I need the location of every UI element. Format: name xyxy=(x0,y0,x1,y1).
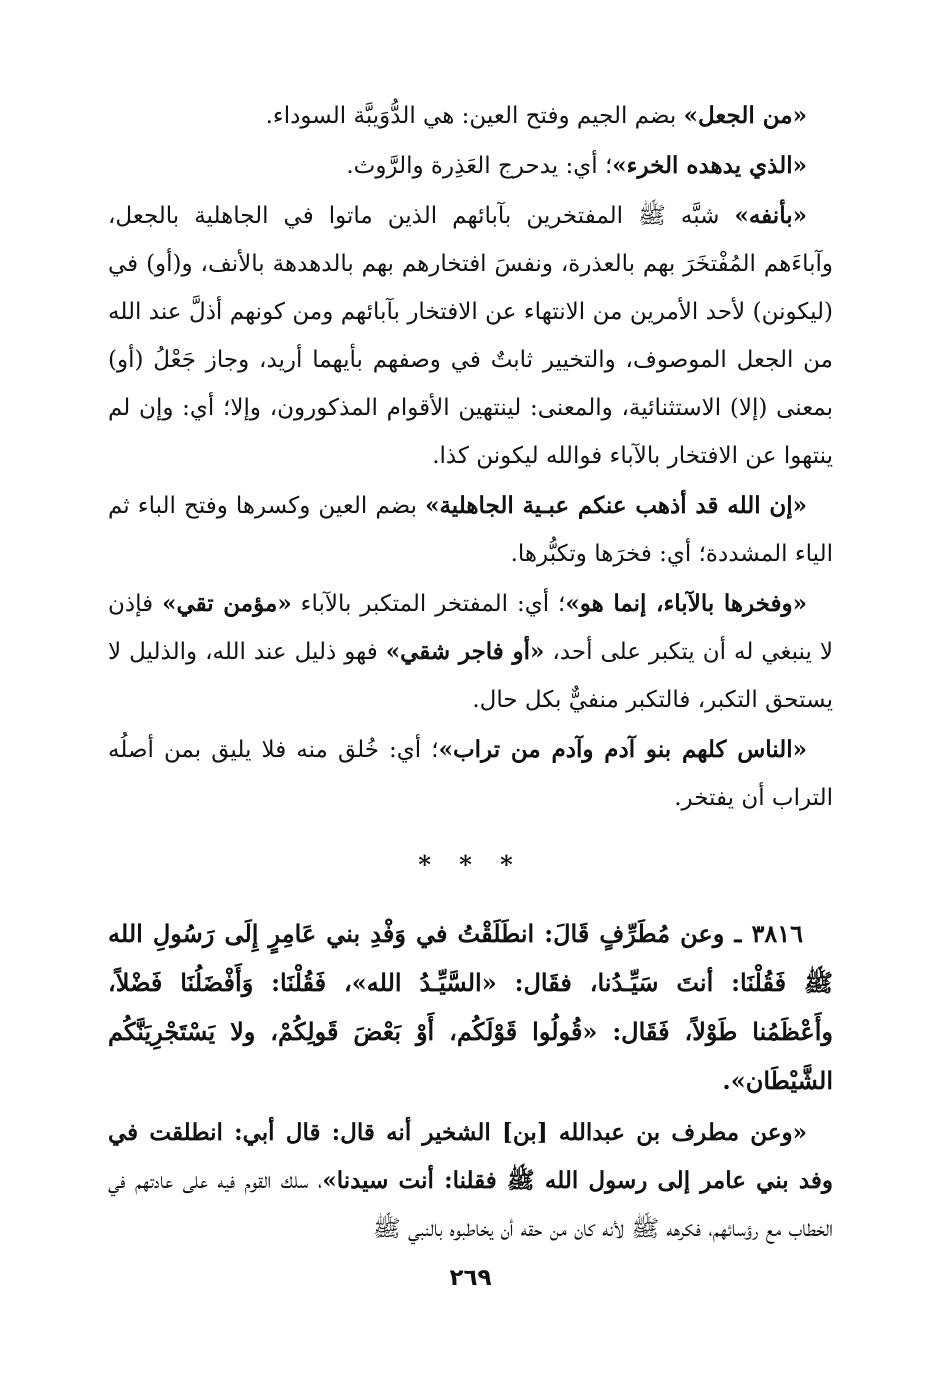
commentary-text: بضم العين وكسرها وفتح الباء ثم الياء المشددة؛ أي: فخرَها وتكبُّرها. xyxy=(108,493,833,567)
commentary-text: ؛ أي: خُلق منه فلا يليق بمن أصلُه التراب أن يفتخر. xyxy=(108,737,833,811)
page-number: ٢٦٩ xyxy=(449,1265,492,1291)
quoted-term: «الذي يدهده الخرء» xyxy=(612,152,807,179)
page-body xyxy=(108,92,833,1316)
section-divider: * * * xyxy=(418,850,523,879)
commentary-text: ، سلك القوم فيه على عادتهم في الخطاب مع رؤسائهم، فكرهه ﷺ لأنه كان من حقه أن يخاطبوه بالنبي ﷺ xyxy=(108,1168,833,1242)
quoted-term: «مؤمن تقي» xyxy=(162,590,292,617)
quoted-term: «وفخرها بالآباء، إنما هو» xyxy=(565,590,808,617)
hadith-text: ٣٨١٦ ـ وعن مُطَرِّفٍ قَالَ: انطَلَقْتُ في وَفْدِ بني عَامِرٍ إِلَى رَسُولِ الله ﷺ فَقُلْنَا: أنتَ سَيِّـدُنا، فقَال: «السَّيِّـدُ الله»، فَقُلْنَا: وَأَفْضَلُنَا فَضْلاً، وأَعْظَمُنا طَوْلاً، فَقَال: «قُولُوا قَوْلَكُم، أَوْ بَعْضَ قَولِكُمْ، ولا يَسْتَجْرِيَنَّكُم الشَّيْطَان». xyxy=(108,919,834,1095)
quoted-term: «الناس كلهم بنو آدم وآدم من تراب» xyxy=(438,736,807,763)
commentary-text: فهو ذليل عند الله، والذليل لا يستحق التكبر، فالتكبر منفيٌّ بكل حال. xyxy=(108,639,833,713)
quoted-term: «أو فاجر شقي» xyxy=(385,638,545,665)
commentary-paragraph xyxy=(108,726,833,822)
commentary-text: بضم الجيم وفتح العين: هي الدُّوَيبَّة السوداء. xyxy=(265,103,684,129)
commentary-paragraph xyxy=(108,1109,833,1253)
quoted-term: «وعن مطرف بن عبدالله [بن] الشخير أنه قال: قال أبي: انطلقت في وفد بني عامر إلى رسول الله ﷺ فقلنا: أنت سيدنا» xyxy=(108,1119,833,1194)
commentary-paragraph xyxy=(108,192,833,480)
commentary-paragraph xyxy=(108,92,833,140)
quoted-term: «من الجعل» xyxy=(683,102,807,129)
commentary-text: شبَّه ﷺ المفتخرين بآبائهم الذين ماتوا في الجاهلية بالجعل، وآباءَهم المُفْتخَرَ بهم بالعذرة، ونفسَ افتخارهم بهم بالدهدهة بالأنف، و(أو) في (ليكونن) لأحد الأمرين من الانتهاء عن الافتخار بآبائهم ومن كونهم أذلَّ عند الله من الجعل الموصوف، والتخيير ثابتٌ في وصفهم بأيهما أريد، وجاز جَعْلُ (أو) بمعنى (إلا) الاستثنائية، والمعنى: لينتهين الأقوام المذكورون، وإلا؛ أي: وإن لم ينتهوا عن الافتخار بالآباء فوالله ليكونن كذا. xyxy=(108,203,833,469)
commentary-paragraph xyxy=(108,580,833,724)
quoted-term: «إن الله قد أذهب عنكم عبـية الجاهلية» xyxy=(425,492,807,519)
quoted-term: «بأنفه» xyxy=(734,202,807,229)
commentary-text: فإذن لا ينبغي له أن يتكبر على أحد، xyxy=(108,591,834,665)
commentary-paragraph xyxy=(108,482,833,578)
commentary-text: ؛ أي: يدحرج العَذِرة والرَّوث. xyxy=(346,153,613,179)
commentary-paragraph xyxy=(108,142,833,190)
commentary-text: ؛ أي: المفتخر المتكبر بالآباء xyxy=(291,591,566,617)
